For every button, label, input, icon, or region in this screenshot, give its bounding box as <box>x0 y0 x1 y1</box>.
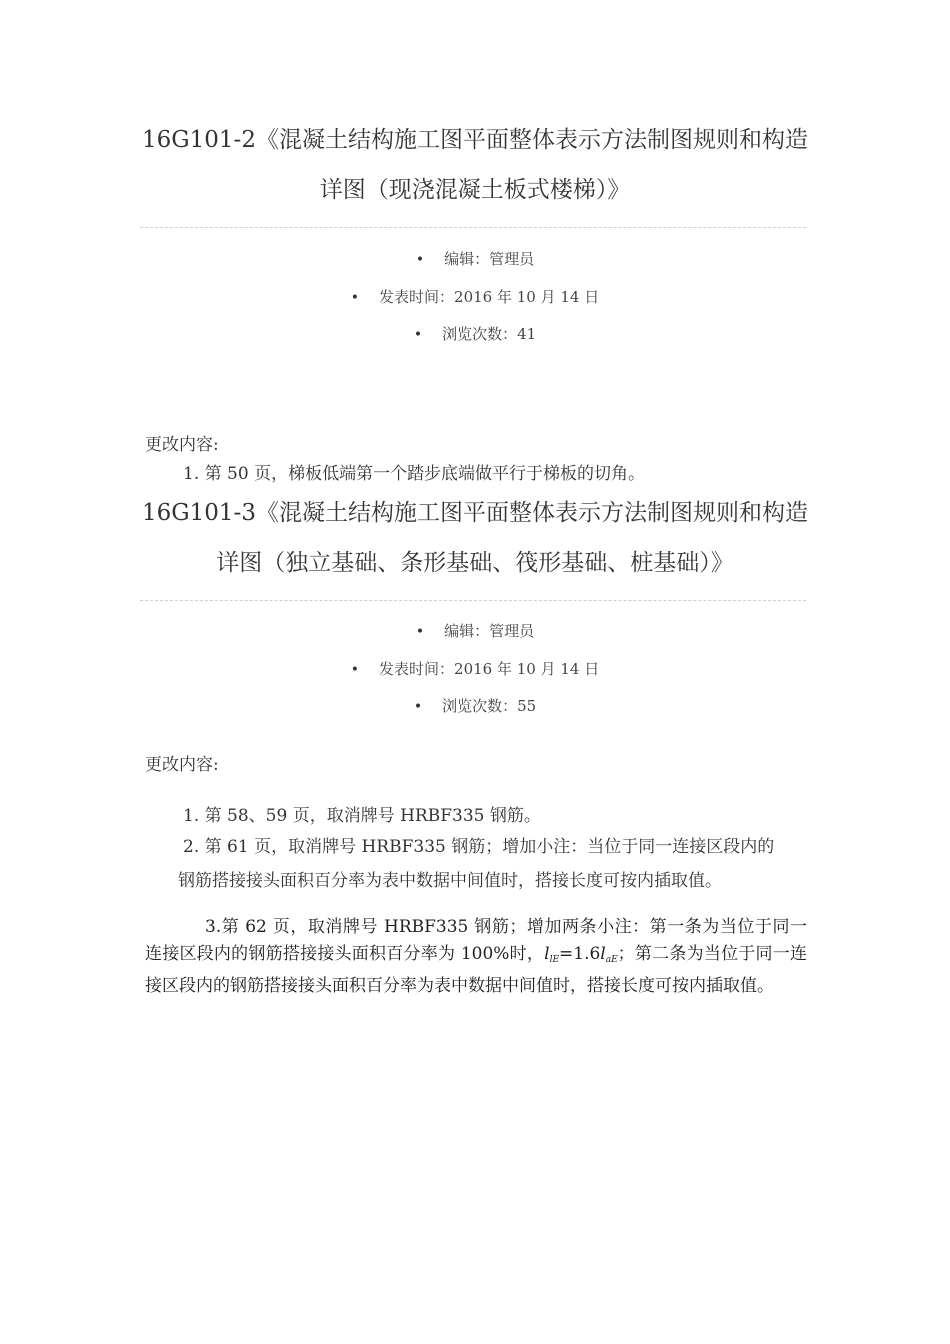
article2-title-line1: 16G101-3《混凝土结构施工图平面整体表示方法制图规则和构造 <box>142 500 808 526</box>
article1-meta-list <box>140 247 810 360</box>
change3-equals-value: =1.6 <box>559 943 601 964</box>
article1-title-line2: 详图（现浇混凝土板式楼梯）》 <box>319 177 631 203</box>
symbol-subscript-aE: aE <box>605 954 618 965</box>
bullet-icon: • <box>413 699 423 715</box>
bullet-icon: • <box>350 661 360 678</box>
article2-meta-date <box>140 657 810 695</box>
article2-change-item-3 <box>145 914 807 1000</box>
editor-label: 编辑：管理员 <box>444 622 535 640</box>
article1-change-item: 1. 第 50 页，梯板低端第一个踏步底端做平行于梯板的切角。 <box>183 464 646 484</box>
article1-meta-date <box>140 285 810 323</box>
bullet-icon: • <box>350 289 360 306</box>
article2-divider <box>140 600 806 601</box>
article1-meta-editor <box>140 247 810 285</box>
change3-text-part1: 3.第 62 页，取消牌号 HRBF335 钢筋；增加两条小注：第一条为当位于同一连接区段内的钢筋搭接接头面积百分率为 100%时， <box>145 917 807 964</box>
article2-meta-views <box>140 694 810 732</box>
article2-change-item-2: 2. 第 61 页，取消牌号 HRBF335 钢筋；增加小注：当位于同一连接区段内的 <box>183 837 775 857</box>
bullet-icon: • <box>415 624 425 640</box>
article2-meta-editor <box>140 619 810 657</box>
article2-title-line2: 详图（独立基础、条形基础、筏形基础、桩基础）》 <box>216 550 734 576</box>
symbol-l: l <box>600 943 606 964</box>
bullet-icon: • <box>415 252 425 268</box>
article2-change-item-1: 1. 第 58、59 页，取消牌号 HRBF335 钢筋。 <box>183 806 541 826</box>
change3-text-part2: ；第二条为当位于同一连接区段内的钢筋搭接接头面积百分率为表中数据中间值时，搭接长度可按内插取值。 <box>145 943 807 996</box>
article2-changes-label: 更改内容: <box>145 755 219 775</box>
article2-meta-list <box>140 619 810 732</box>
article1-divider <box>140 227 806 228</box>
symbol-l: l <box>544 943 550 964</box>
bullet-icon: • <box>413 327 423 343</box>
editor-label: 编辑：管理员 <box>444 250 535 268</box>
article1-title-line1: 16G101-2《混凝土结构施工图平面整体表示方法制图规则和构造 <box>142 127 808 153</box>
article1-meta-views <box>140 322 810 360</box>
article1-changes-label: 更改内容: <box>145 435 219 455</box>
date-label: 发表时间：2016 年 10 月 14 日 <box>379 287 600 306</box>
views-label: 浏览次数：55 <box>442 697 537 715</box>
date-label: 发表时间：2016 年 10 月 14 日 <box>379 659 600 678</box>
article2-change-item-2-cont: 钢筋搭接接头面积百分率为表中数据中间值时，搭接长度可按内插取值。 <box>178 871 722 891</box>
symbol-subscript-lE: lE <box>549 954 560 965</box>
views-label: 浏览次数：41 <box>442 325 537 343</box>
